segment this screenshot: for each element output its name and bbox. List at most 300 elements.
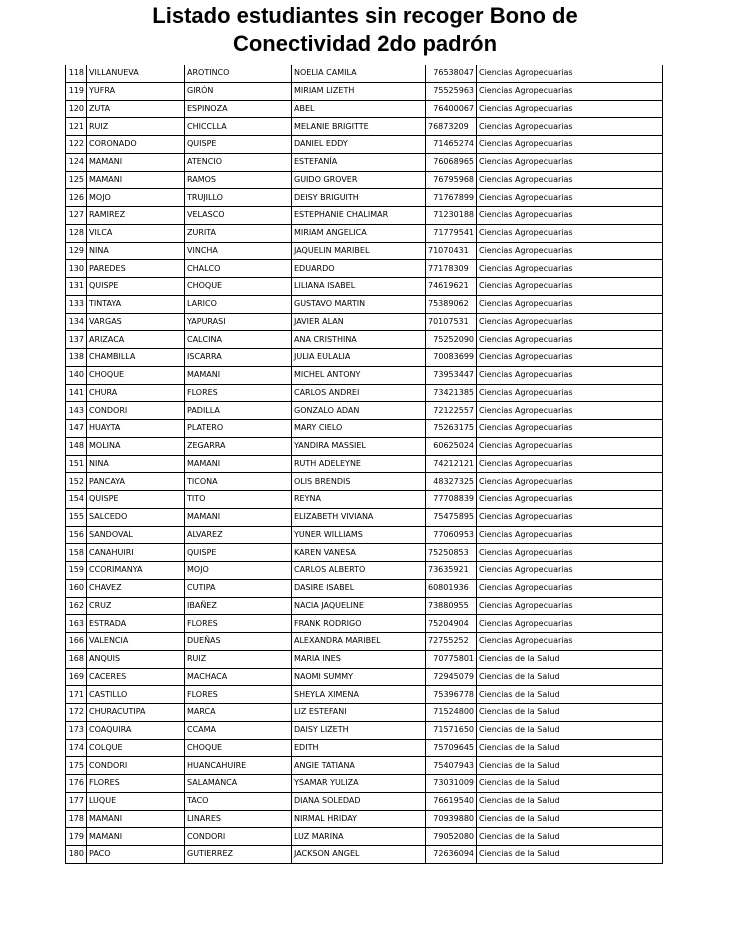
table-row <box>66 242 663 260</box>
apellido-paterno-cell: YUFRA <box>87 82 185 100</box>
facultad-cell: Ciencias Agropecuarias <box>477 65 663 82</box>
dni-cell: 75389062 <box>426 295 477 313</box>
nombres-cell: ESTEPHANIE CHALIMAR <box>292 207 426 225</box>
row-number-cell: 159 <box>66 562 87 580</box>
apellido-paterno-cell: HUAYTA <box>87 420 185 438</box>
dni-cell: 72755252 <box>426 633 477 651</box>
facultad-cell: Ciencias Agropecuarias <box>477 242 663 260</box>
dni-cell: 76068965 <box>426 153 477 171</box>
nombres-cell: ALEXANDRA MARIBEL <box>292 633 426 651</box>
nombres-cell: YANDIRA MASSIEL <box>292 437 426 455</box>
dni-cell: 76400067 <box>426 100 477 118</box>
table-row <box>66 775 663 793</box>
apellido-materno-cell: FLORES <box>185 615 292 633</box>
dni-cell: 70939880 <box>426 810 477 828</box>
row-number-cell: 119 <box>66 82 87 100</box>
apellido-materno-cell: QUISPE <box>185 136 292 154</box>
row-number-cell: 156 <box>66 526 87 544</box>
table-row <box>66 686 663 704</box>
row-number-cell: 177 <box>66 792 87 810</box>
table-row <box>66 331 663 349</box>
students-table-body <box>66 65 663 863</box>
facultad-cell: Ciencias Agropecuarias <box>477 562 663 580</box>
facultad-cell: Ciencias de la Salud <box>477 757 663 775</box>
nombres-cell: DASIRE ISABEL <box>292 579 426 597</box>
dni-cell: 75407943 <box>426 757 477 775</box>
dni-cell: 70107531 <box>426 313 477 331</box>
apellido-paterno-cell: PACO <box>87 846 185 864</box>
dni-cell: 77060953 <box>426 526 477 544</box>
dni-cell: 74212121 <box>426 455 477 473</box>
apellido-materno-cell: ZEGARRA <box>185 437 292 455</box>
apellido-materno-cell: LARICO <box>185 295 292 313</box>
table-row <box>66 420 663 438</box>
page-footer-mark <box>620 936 660 939</box>
facultad-cell: Ciencias de la Salud <box>477 668 663 686</box>
apellido-materno-cell: HUANCAHUIRE <box>185 757 292 775</box>
facultad-cell: Ciencias Agropecuarias <box>477 82 663 100</box>
dni-cell: 70083699 <box>426 349 477 367</box>
apellido-paterno-cell: RAMIREZ <box>87 207 185 225</box>
nombres-cell: JACKSON ANGEL <box>292 846 426 864</box>
dni-cell: 71571650 <box>426 721 477 739</box>
apellido-materno-cell: VELASCO <box>185 207 292 225</box>
facultad-cell: Ciencias Agropecuarias <box>477 544 663 562</box>
table-row <box>66 491 663 509</box>
dni-cell: 72945079 <box>426 668 477 686</box>
apellido-materno-cell: CHOQUE <box>185 278 292 296</box>
apellido-paterno-cell: CONDORI <box>87 757 185 775</box>
row-number-cell: 168 <box>66 650 87 668</box>
dni-cell: 73880955 <box>426 597 477 615</box>
table-row <box>66 437 663 455</box>
apellido-materno-cell: MACHACA <box>185 668 292 686</box>
facultad-cell: Ciencias de la Salud <box>477 739 663 757</box>
apellido-materno-cell: CUTIPA <box>185 579 292 597</box>
nombres-cell: LIZ ESTEFANI <box>292 704 426 722</box>
apellido-materno-cell: TRUJILLO <box>185 189 292 207</box>
apellido-materno-cell: RAMOS <box>185 171 292 189</box>
nombres-cell: EDITH <box>292 739 426 757</box>
apellido-materno-cell: RUIZ <box>185 650 292 668</box>
row-number-cell: 130 <box>66 260 87 278</box>
apellido-materno-cell: TICONA <box>185 473 292 491</box>
nombres-cell: DANIEL EDDY <box>292 136 426 154</box>
table-row <box>66 473 663 491</box>
apellido-paterno-cell: CHAVEZ <box>87 579 185 597</box>
row-number-cell: 179 <box>66 828 87 846</box>
dni-cell: 60625024 <box>426 437 477 455</box>
nombres-cell: SHEYLA XIMENA <box>292 686 426 704</box>
apellido-materno-cell: YAPURASI <box>185 313 292 331</box>
apellido-materno-cell: ESPINOZA <box>185 100 292 118</box>
dni-cell: 76795968 <box>426 171 477 189</box>
nombres-cell: YSAMAR YULIZA <box>292 775 426 793</box>
table-row <box>66 562 663 580</box>
apellido-materno-cell: CHICCLLA <box>185 118 292 136</box>
facultad-cell: Ciencias Agropecuarias <box>477 153 663 171</box>
facultad-cell: Ciencias Agropecuarias <box>477 402 663 420</box>
facultad-cell: Ciencias de la Salud <box>477 704 663 722</box>
row-number-cell: 129 <box>66 242 87 260</box>
dni-cell: 72122557 <box>426 402 477 420</box>
dni-cell: 75709645 <box>426 739 477 757</box>
apellido-paterno-cell: CONDORI <box>87 402 185 420</box>
row-number-cell: 131 <box>66 278 87 296</box>
row-number-cell: 118 <box>66 65 87 82</box>
table-row <box>66 579 663 597</box>
row-number-cell: 171 <box>66 686 87 704</box>
row-number-cell: 127 <box>66 207 87 225</box>
table-row <box>66 704 663 722</box>
apellido-paterno-cell: NINA <box>87 455 185 473</box>
facultad-cell: Ciencias de la Salud <box>477 775 663 793</box>
apellido-materno-cell: PADILLA <box>185 402 292 420</box>
table-row <box>66 792 663 810</box>
dni-cell: 60801936 <box>426 579 477 597</box>
table-row <box>66 828 663 846</box>
nombres-cell: YUNER WILLIAMS <box>292 526 426 544</box>
apellido-paterno-cell: MOLINA <box>87 437 185 455</box>
apellido-materno-cell: TITO <box>185 491 292 509</box>
facultad-cell: Ciencias Agropecuarias <box>477 633 663 651</box>
table-row <box>66 384 663 402</box>
apellido-paterno-cell: PANCAYA <box>87 473 185 491</box>
table-row <box>66 153 663 171</box>
apellido-materno-cell: TACO <box>185 792 292 810</box>
apellido-materno-cell: DUEÑAS <box>185 633 292 651</box>
dni-cell: 70775801 <box>426 650 477 668</box>
nombres-cell: MIRIAM ANGELICA <box>292 224 426 242</box>
facultad-cell: Ciencias Agropecuarias <box>477 508 663 526</box>
table-row <box>66 224 663 242</box>
row-number-cell: 140 <box>66 366 87 384</box>
apellido-materno-cell: IBAÑEZ <box>185 597 292 615</box>
row-number-cell: 148 <box>66 437 87 455</box>
row-number-cell: 180 <box>66 846 87 864</box>
table-row <box>66 366 663 384</box>
facultad-cell: Ciencias Agropecuarias <box>477 597 663 615</box>
nombres-cell: JAQUELIN MARIBEL <box>292 242 426 260</box>
apellido-paterno-cell: FLORES <box>87 775 185 793</box>
dni-cell: 71524800 <box>426 704 477 722</box>
nombres-cell: LUZ MARINA <box>292 828 426 846</box>
nombres-cell: OLIS BRENDIS <box>292 473 426 491</box>
apellido-paterno-cell: CRUZ <box>87 597 185 615</box>
apellido-paterno-cell: CANAHUIRI <box>87 544 185 562</box>
apellido-paterno-cell: TINTAYA <box>87 295 185 313</box>
nombres-cell: REYNA <box>292 491 426 509</box>
dni-cell: 76873209 <box>426 118 477 136</box>
apellido-paterno-cell: CACERES <box>87 668 185 686</box>
facultad-cell: Ciencias Agropecuarias <box>477 100 663 118</box>
apellido-materno-cell: CALCINA <box>185 331 292 349</box>
nombres-cell: MARY CIELO <box>292 420 426 438</box>
students-table-container <box>65 65 662 864</box>
dni-cell: 72636094 <box>426 846 477 864</box>
dni-cell: 77708839 <box>426 491 477 509</box>
facultad-cell: Ciencias de la Salud <box>477 846 663 864</box>
dni-cell: 75204904 <box>426 615 477 633</box>
table-row <box>66 313 663 331</box>
facultad-cell: Ciencias Agropecuarias <box>477 118 663 136</box>
facultad-cell: Ciencias Agropecuarias <box>477 171 663 189</box>
nombres-cell: ABEL <box>292 100 426 118</box>
row-number-cell: 158 <box>66 544 87 562</box>
row-number-cell: 134 <box>66 313 87 331</box>
nombres-cell: FRANK RODRIGO <box>292 615 426 633</box>
table-row <box>66 508 663 526</box>
nombres-cell: DAISY LIZETH <box>292 721 426 739</box>
apellido-paterno-cell: MAMANI <box>87 153 185 171</box>
document-title <box>0 2 730 58</box>
apellido-paterno-cell: LUQUE <box>87 792 185 810</box>
nombres-cell: ESTEFANÍA <box>292 153 426 171</box>
apellido-materno-cell: GIRÓN <box>185 82 292 100</box>
facultad-cell: Ciencias Agropecuarias <box>477 207 663 225</box>
table-row <box>66 207 663 225</box>
facultad-cell: Ciencias Agropecuarias <box>477 491 663 509</box>
nombres-cell: EDUARDO <box>292 260 426 278</box>
nombres-cell: KAREN VANESA <box>292 544 426 562</box>
dni-cell: 71230188 <box>426 207 477 225</box>
apellido-paterno-cell: ESTRADA <box>87 615 185 633</box>
dni-cell: 71767899 <box>426 189 477 207</box>
dni-cell: 75263175 <box>426 420 477 438</box>
dni-cell: 73953447 <box>426 366 477 384</box>
nombres-cell: NIRMAL HRIDAY <box>292 810 426 828</box>
apellido-materno-cell: LINARES <box>185 810 292 828</box>
dni-cell: 73635921 <box>426 562 477 580</box>
facultad-cell: Ciencias Agropecuarias <box>477 437 663 455</box>
table-row <box>66 402 663 420</box>
row-number-cell: 160 <box>66 579 87 597</box>
facultad-cell: Ciencias Agropecuarias <box>477 295 663 313</box>
table-row <box>66 597 663 615</box>
facultad-cell: Ciencias de la Salud <box>477 810 663 828</box>
facultad-cell: Ciencias Agropecuarias <box>477 420 663 438</box>
row-number-cell: 143 <box>66 402 87 420</box>
facultad-cell: Ciencias Agropecuarias <box>477 224 663 242</box>
nombres-cell: ANGIE TATIANA <box>292 757 426 775</box>
apellido-materno-cell: AROTINCO <box>185 65 292 82</box>
apellido-materno-cell: MARCA <box>185 704 292 722</box>
table-row <box>66 526 663 544</box>
facultad-cell: Ciencias Agropecuarias <box>477 366 663 384</box>
nombres-cell: CARLOS ALBERTO <box>292 562 426 580</box>
apellido-paterno-cell: COAQUIRA <box>87 721 185 739</box>
nombres-cell: GUSTAVO MARTIN <box>292 295 426 313</box>
apellido-paterno-cell: QUISPE <box>87 491 185 509</box>
row-number-cell: 154 <box>66 491 87 509</box>
dni-cell: 71070431 <box>426 242 477 260</box>
facultad-cell: Ciencias Agropecuarias <box>477 455 663 473</box>
facultad-cell: Ciencias Agropecuarias <box>477 615 663 633</box>
apellido-materno-cell: PLATERO <box>185 420 292 438</box>
title-line-2: Conectividad 2do padrón <box>232 31 498 56</box>
table-row <box>66 171 663 189</box>
facultad-cell: Ciencias Agropecuarias <box>477 579 663 597</box>
facultad-cell: Ciencias Agropecuarias <box>477 278 663 296</box>
row-number-cell: 152 <box>66 473 87 491</box>
apellido-paterno-cell: CHURACUTIPA <box>87 704 185 722</box>
apellido-paterno-cell: VILCA <box>87 224 185 242</box>
nombres-cell: MIRIAM LIZETH <box>292 82 426 100</box>
facultad-cell: Ciencias de la Salud <box>477 686 663 704</box>
apellido-paterno-cell: ARIZACA <box>87 331 185 349</box>
table-row <box>66 349 663 367</box>
nombres-cell: NOELIA CAMILA <box>292 65 426 82</box>
row-number-cell: 120 <box>66 100 87 118</box>
apellido-paterno-cell: PAREDES <box>87 260 185 278</box>
apellido-paterno-cell: ANQUIS <box>87 650 185 668</box>
apellido-materno-cell: MAMANI <box>185 508 292 526</box>
row-number-cell: 147 <box>66 420 87 438</box>
facultad-cell: Ciencias de la Salud <box>477 828 663 846</box>
row-number-cell: 173 <box>66 721 87 739</box>
row-number-cell: 178 <box>66 810 87 828</box>
table-row <box>66 721 663 739</box>
table-row <box>66 295 663 313</box>
nombres-cell: NAOMI SUMMY <box>292 668 426 686</box>
dni-cell: 71779541 <box>426 224 477 242</box>
apellido-paterno-cell: RUIZ <box>87 118 185 136</box>
row-number-cell: 151 <box>66 455 87 473</box>
facultad-cell: Ciencias Agropecuarias <box>477 189 663 207</box>
students-table <box>65 65 663 864</box>
dni-cell: 76538047 <box>426 65 477 82</box>
facultad-cell: Ciencias Agropecuarias <box>477 384 663 402</box>
row-number-cell: 141 <box>66 384 87 402</box>
apellido-paterno-cell: NINA <box>87 242 185 260</box>
table-row <box>66 846 663 864</box>
dni-cell: 75525963 <box>426 82 477 100</box>
dni-cell: 74619621 <box>426 278 477 296</box>
apellido-materno-cell: VINCHA <box>185 242 292 260</box>
nombres-cell: JULIA EULALIA <box>292 349 426 367</box>
dni-cell: 73031009 <box>426 775 477 793</box>
row-number-cell: 121 <box>66 118 87 136</box>
apellido-materno-cell: ISCARRA <box>185 349 292 367</box>
facultad-cell: Ciencias Agropecuarias <box>477 136 663 154</box>
dni-cell: 76619540 <box>426 792 477 810</box>
table-row <box>66 189 663 207</box>
row-number-cell: 166 <box>66 633 87 651</box>
apellido-materno-cell: MAMANI <box>185 366 292 384</box>
nombres-cell: DEISY BRIGUITH <box>292 189 426 207</box>
nombres-cell: GONZALO ADAN <box>292 402 426 420</box>
nombres-cell: ELIZABETH VIVIANA <box>292 508 426 526</box>
table-row <box>66 278 663 296</box>
apellido-materno-cell: FLORES <box>185 384 292 402</box>
table-row <box>66 100 663 118</box>
facultad-cell: Ciencias Agropecuarias <box>477 349 663 367</box>
row-number-cell: 137 <box>66 331 87 349</box>
nombres-cell: LILIANA ISABEL <box>292 278 426 296</box>
table-row <box>66 260 663 278</box>
table-row <box>66 757 663 775</box>
row-number-cell: 133 <box>66 295 87 313</box>
nombres-cell: MARIA INES <box>292 650 426 668</box>
apellido-paterno-cell: MAMANI <box>87 810 185 828</box>
title-line-1: Listado estudiantes sin recoger Bono de <box>152 3 578 28</box>
apellido-paterno-cell: QUISPE <box>87 278 185 296</box>
apellido-paterno-cell: VALENCIA <box>87 633 185 651</box>
apellido-paterno-cell: CHURA <box>87 384 185 402</box>
nombres-cell: MELANIE BRIGITTE <box>292 118 426 136</box>
row-number-cell: 163 <box>66 615 87 633</box>
facultad-cell: Ciencias Agropecuarias <box>477 313 663 331</box>
table-row <box>66 544 663 562</box>
facultad-cell: Ciencias Agropecuarias <box>477 473 663 491</box>
nombres-cell: DIANA SOLEDAD <box>292 792 426 810</box>
facultad-cell: Ciencias de la Salud <box>477 721 663 739</box>
dni-cell: 75250853 <box>426 544 477 562</box>
apellido-paterno-cell: MAMANI <box>87 171 185 189</box>
facultad-cell: Ciencias Agropecuarias <box>477 260 663 278</box>
apellido-paterno-cell: SALCEDO <box>87 508 185 526</box>
apellido-paterno-cell: SANDOVAL <box>87 526 185 544</box>
dni-cell: 75396778 <box>426 686 477 704</box>
table-row <box>66 668 663 686</box>
facultad-cell: Ciencias de la Salud <box>477 792 663 810</box>
apellido-materno-cell: QUISPE <box>185 544 292 562</box>
row-number-cell: 162 <box>66 597 87 615</box>
row-number-cell: 122 <box>66 136 87 154</box>
dni-cell: 75475895 <box>426 508 477 526</box>
row-number-cell: 125 <box>66 171 87 189</box>
apellido-paterno-cell: ZUTA <box>87 100 185 118</box>
apellido-materno-cell: ZURITA <box>185 224 292 242</box>
row-number-cell: 155 <box>66 508 87 526</box>
apellido-materno-cell: CCAMA <box>185 721 292 739</box>
apellido-paterno-cell: VARGAS <box>87 313 185 331</box>
row-number-cell: 124 <box>66 153 87 171</box>
dni-cell: 73421385 <box>426 384 477 402</box>
table-row <box>66 118 663 136</box>
row-number-cell: 138 <box>66 349 87 367</box>
row-number-cell: 176 <box>66 775 87 793</box>
row-number-cell: 128 <box>66 224 87 242</box>
row-number-cell: 174 <box>66 739 87 757</box>
nombres-cell: JAVIER ALAN <box>292 313 426 331</box>
table-row <box>66 810 663 828</box>
apellido-paterno-cell: CHOQUE <box>87 366 185 384</box>
nombres-cell: CARLOS ANDREI <box>292 384 426 402</box>
apellido-materno-cell: CHOQUE <box>185 739 292 757</box>
apellido-paterno-cell: CHAMBILLA <box>87 349 185 367</box>
facultad-cell: Ciencias Agropecuarias <box>477 331 663 349</box>
apellido-materno-cell: MAMANI <box>185 455 292 473</box>
nombres-cell: NACIA JAQUELINE <box>292 597 426 615</box>
apellido-materno-cell: SALAMANCA <box>185 775 292 793</box>
dni-cell: 48327325 <box>426 473 477 491</box>
nombres-cell: RUTH ADELEYNE <box>292 455 426 473</box>
dni-cell: 79052080 <box>426 828 477 846</box>
apellido-materno-cell: ATENCIO <box>185 153 292 171</box>
apellido-materno-cell: ALVAREZ <box>185 526 292 544</box>
apellido-paterno-cell: COLQUE <box>87 739 185 757</box>
table-row <box>66 633 663 651</box>
apellido-paterno-cell: CCORIMANYA <box>87 562 185 580</box>
table-row <box>66 650 663 668</box>
row-number-cell: 175 <box>66 757 87 775</box>
row-number-cell: 172 <box>66 704 87 722</box>
row-number-cell: 169 <box>66 668 87 686</box>
facultad-cell: Ciencias Agropecuarias <box>477 526 663 544</box>
table-row <box>66 455 663 473</box>
apellido-materno-cell: CONDORI <box>185 828 292 846</box>
